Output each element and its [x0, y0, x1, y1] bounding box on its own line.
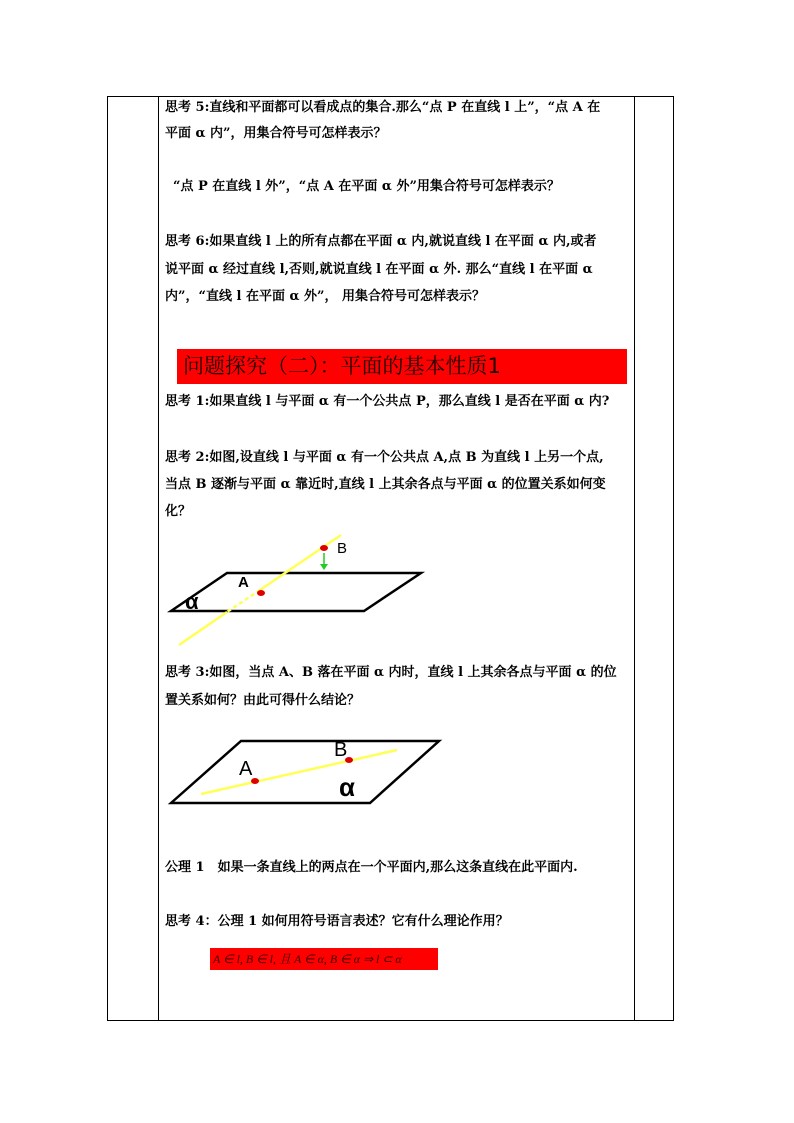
- left-column-divider: [158, 97, 159, 1020]
- question-3-line2: 置关系如何？由此可得什么结论？: [165, 693, 361, 708]
- question-2-line1: 思考 2:如图,设直线 l 与平面 α 有一个公共点 A,点 B 为直线 l 上另一个点,: [165, 450, 604, 465]
- think6-line1: 思考 6:如果直线 l 上的所有点都在平面 α 内,就说直线 l 在平面 α 内,或者: [165, 234, 597, 249]
- axiom-1: 公理 1 如果一条直线上的两点在一个平面内,那么这条直线在此平面内.: [165, 860, 578, 875]
- line-l-upper: [260, 535, 341, 590]
- label-b: B: [337, 540, 348, 557]
- question-3-line1: 思考 3:如图，当点 A、B 落在平面 α 内时，直线 l 上其余各点与平面 α 的位: [165, 665, 617, 680]
- question-4: 思考 4：公理 1 如何用符号语言表述？它有什么理论作用？: [165, 914, 509, 929]
- label-alpha: α: [339, 772, 355, 802]
- label-b: B: [334, 739, 348, 761]
- line-l: [201, 750, 397, 794]
- think5-line2: 平面 α 内”，用集合符号可怎样表示？: [165, 126, 387, 141]
- think6-line3: 内”，“直线 l 在平面 α 外”， 用集合符号可怎样表示？: [165, 289, 486, 304]
- right-column-divider: [634, 97, 635, 1020]
- point-b: [320, 545, 328, 551]
- label-a: A: [239, 758, 253, 780]
- question-2-line3: 化？: [165, 504, 192, 519]
- line-l-dashed: [227, 590, 260, 612]
- label-alpha: α: [185, 589, 199, 614]
- think5-line1: 思考 5:直线和平面都可以看成点的集合.那么“点 P 在直线 l 上”，“点 A 在: [165, 100, 601, 115]
- approach-arrow-head: [320, 564, 328, 570]
- content-table: [107, 96, 674, 1021]
- figure-line-in-plane: [165, 733, 455, 813]
- label-a: A: [238, 574, 249, 591]
- figure-line-crossing-plane: [165, 532, 445, 657]
- point-a: [257, 590, 265, 596]
- formula-box: A ∈ l, B ∈ l, 且 A ∈ α, B ∈ α ⇒ l ⊂ α: [210, 948, 438, 970]
- plane-alpha-parallelogram: [171, 573, 421, 611]
- think5-line3: “点 P 在直线 l 外”，“点 A 在平面 α 外”用集合符号可怎样表示？: [173, 179, 560, 194]
- section-heading: 问题探究（二）：平面的基本性质1: [177, 349, 627, 384]
- plane-alpha-parallelogram: [171, 741, 439, 803]
- line-l-lower: [179, 612, 227, 645]
- question-1: 思考 1:如果直线 l 与平面 α 有一个公共点 P，那么直线 l 是否在平面 α 内?: [165, 394, 610, 409]
- question-2-line2: 当点 B 逐渐与平面 α 靠近时,直线 l 上其余各点与平面 α 的位置关系如何变: [165, 477, 606, 492]
- think6-line2: 说平面 α 经过直线 l,否则,就说直线 l 在平面 α 外. 那么“直线 l 在平面 α: [165, 262, 593, 277]
